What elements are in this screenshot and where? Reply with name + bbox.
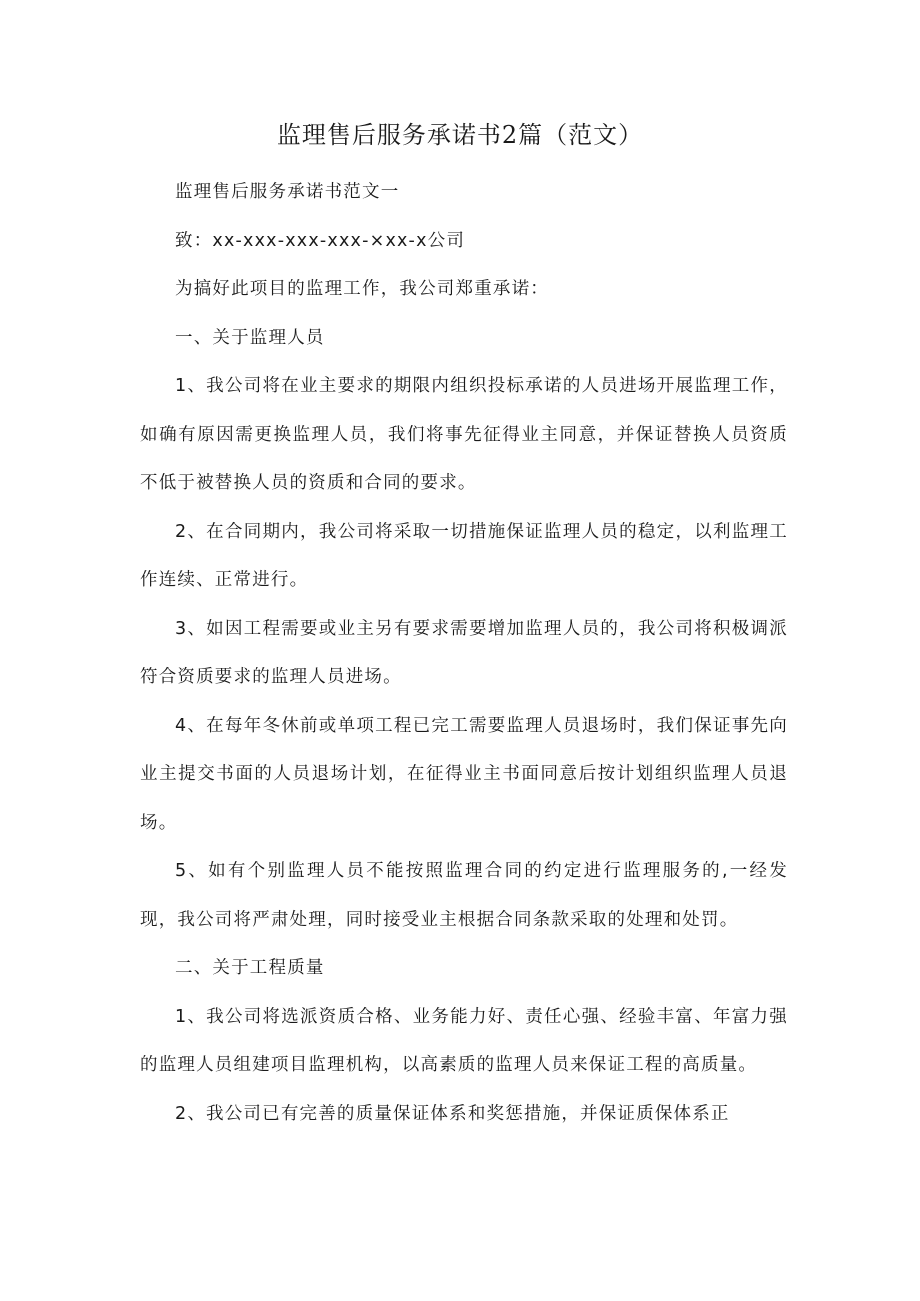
paragraph-personnel-1: 1、我公司将在业主要求的期限内组织投标承诺的人员进场开展监理工作，如确有原因需更换监理人员，我们将事先征得业主同意，并保证替换人员资质不低于被替换人员的资质和合同的要求。 xyxy=(140,376,788,493)
paragraph-personnel-2: 2、在合同期内，我公司将采取一切措施保证监理人员的稳定，以利监理工作连续、正常进行。 xyxy=(140,521,788,590)
paragraph-quality-1: 1、我公司将选派资质合格、业务能力好、责任心强、经验丰富、年富力强的监理人员组建项目监理机构，以高素质的监理人员来保证工程的高质量。 xyxy=(140,1006,788,1075)
subsection-heading-quality: 二、关于工程质量 xyxy=(175,958,325,978)
intro-paragraph: 为搞好此项目的监理工作，我公司郑重承诺： xyxy=(175,279,549,299)
paragraph-personnel-4: 4、在每年冬休前或单项工程已完工需要监理人员退场时，我们保证事先向业主提交书面的人员退场计划，在征得业主书面同意后按计划组织监理人员退场。 xyxy=(140,715,788,833)
document-title: 监理售后服务承诺书2篇（范文） xyxy=(276,121,644,149)
subsection-heading-personnel: 一、关于监理人员 xyxy=(175,327,325,348)
paragraph-quality-2: 2、我公司已有完善的质量保证体系和奖惩措施，并保证质保体系正 xyxy=(175,1103,730,1124)
section-heading-1: 监理售后服务承诺书范文一 xyxy=(175,182,400,202)
paragraph-personnel-5: 5、如有个别监理人员不能按照监理合同的约定进行监理服务的,一经发现，我公司将严肃处理，同时接受业主根据合同条款采取的处理和处罚。 xyxy=(140,861,788,930)
paragraph-personnel-3: 3、如因工程需要或业主另有要求需要增加监理人员的，我公司将积极调派符合资质要求的监理人员进场。 xyxy=(140,618,788,687)
document-body xyxy=(140,168,788,1138)
addressee-line: 致：xx-xxx-xxx-xxx-×xx-x公司 xyxy=(175,230,466,251)
